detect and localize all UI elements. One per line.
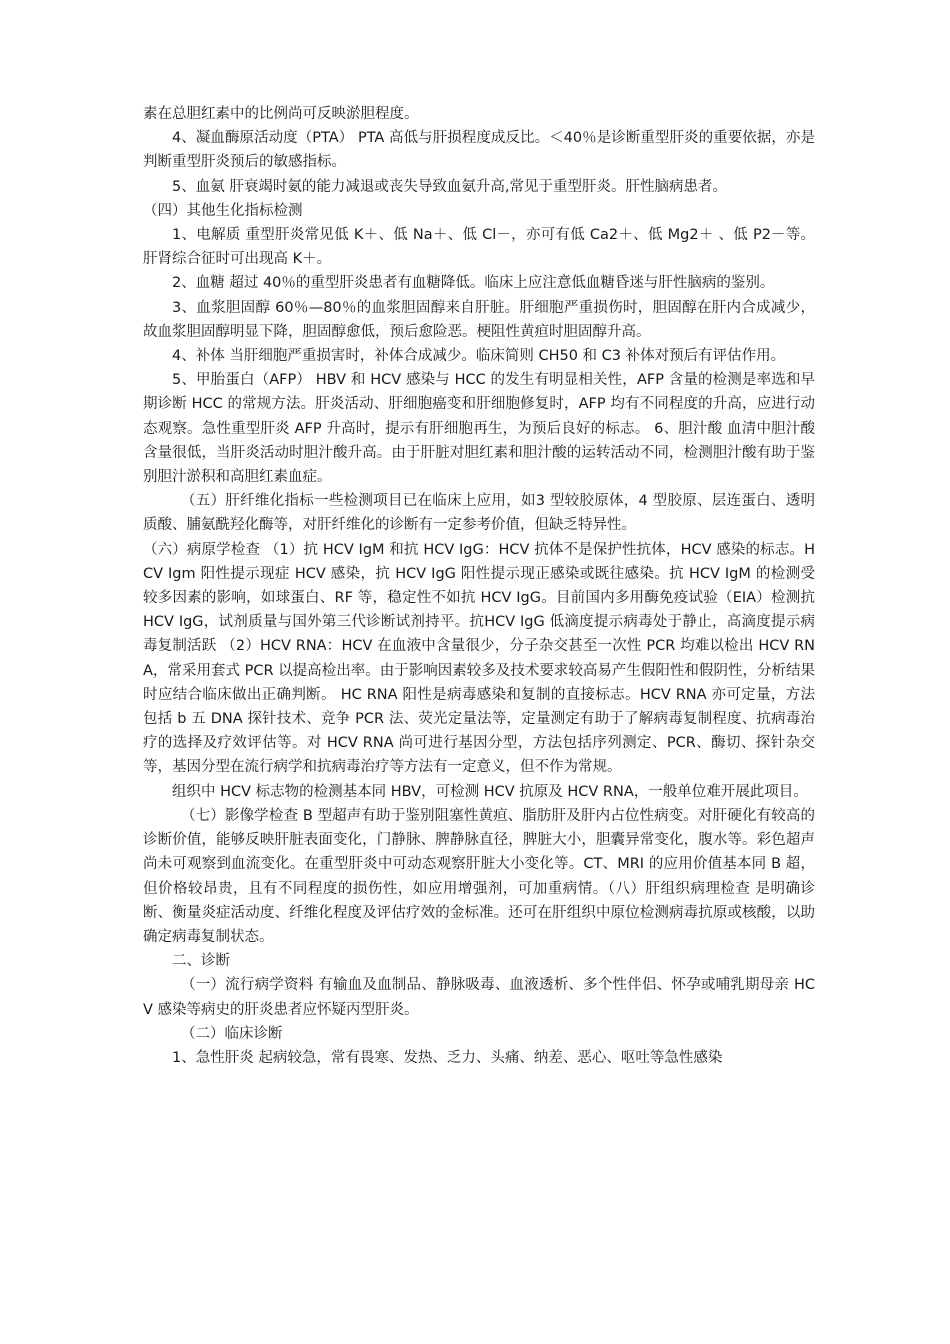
paragraph: 5、甲胎蛋白（AFP） HBV 和 HCV 感染与 HCC 的发生有明显相关性，AFP 含量的检测是率选和早期诊断 HCC 的常规方法。肝炎活动、肝细胞癌变和肝细胞修复时，AFP 均有不同程度的升高，应进行动态观察。急性重型肝炎 AFP 升高时，提示有肝细胞再生，为预后良好的标志。 6、胆汁酸 血清中胆汁酸含量很低，当肝炎活动时胆汁酸升高。由于肝脏对胆红素和胆汁酸的运转活动不同，检测胆汁酸有助于鉴别胆汁淤积和高胆红素血症。 — [143, 372, 815, 486]
document-page — [143, 102, 815, 1070]
paragraph: 2、血糖 超过 40％的重型肝炎患者有血糖降低。临床上应注意低血糖昏迷与肝性脑病的鉴别。 — [172, 275, 775, 292]
paragraph: （七）影像学检查 B 型超声有助于鉴别阻塞性黄疸、脂肪肝及肝内占位性病变。对肝硬化有较高的诊断价值，能够反映肝脏表面变化，门静脉、脾静脉直径，脾脏大小，胆囊异常变化，腹水等。彩色超声尚未可观察到血流变化。在重型肝炎中可动态观察肝脏大小变化等。CT、MRI 的应用价值基本同 B 超，但价格较昂贵，且有不同程度的损伤性，如应用增强剂，可加重病情。（八）肝组织病理检查 是明确诊断、衡量炎症活动度、纤维化程度及评估疗效的金标准。还可在肝组织中原位检测病毒抗原或核酸，以助确定病毒复制状态。 — [143, 807, 815, 945]
paragraph: 1、电解质 重型肝炎常见低 K＋、低 Na＋、低 Cl－，亦可有低 Ca2＋、低 Mg2＋ 、低 P2－等。肝肾综合征时可出现高 K＋。 — [143, 227, 815, 268]
paragraph: 组织中 HCV 标志物的检测基本同 HBV，可检测 HCV 抗原及 HCV RNA，一般单位难开展此项目。 — [172, 783, 808, 800]
paragraph: 素在总胆红素中的比例尚可反映淤胆程度。 — [143, 106, 419, 122]
paragraph: 1、急性肝炎 起病较急，常有畏寒、发热、乏力、头痛、纳差、恶心、呕吐等急性感染 — [172, 1049, 723, 1066]
paragraph: 二、诊断 — [172, 953, 230, 970]
paragraph: 3、血浆胆固醇 60％—80％的血浆胆固醇来自肝脏。肝细胞严重损伤时，胆固醇在肝内合成减少，故血浆胆固醇明显下降，胆固醇愈低，预后愈险恶。梗阻性黄疸时胆固醇升高。 — [143, 299, 815, 340]
paragraph: 4、补体 当肝细胞严重损害时，补体合成减少。临床简则 CH50 和 C3 补体对预后有评估作用。 — [172, 348, 786, 365]
paragraph: （二）临床诊断 — [181, 1025, 283, 1042]
paragraph: 5、血氨 肝衰竭时氨的能力减退或丧失导致血氨升高,常见于重型肝炎。肝性脑病患者。 — [172, 178, 727, 195]
paragraph: （六）病原学检查 （1）抗 HCV IgM 和抗 HCV IgG：HCV 抗体不是保护性抗体，HCV 感染的标志。HCV Igm 阳性提示现症 HCV 感染，抗 HCV IgG 阳性提示现正感染或既往感染。抗 HCV IgM 的检测受较多因素的影响，如球蛋白、RF 等，稳定性不如抗 HCV IgG。目前国内多用酶免疫试验（EIA）检测抗 HCV IgG，试剂质量与国外第三代诊断试剂持平。抗HCV IgG 低滴度提示病毒处于静止，高滴度提示病毒复制活跃 （2）HCV RNA：HCV 在血液中含量很少，分子杂交甚至一次性 PCR 均难以检出 HCV RNA，常采用套式 PCR 以提高检出率。由于影响因素较多及技术要求较高易产生假阳性和假阴性，分析结果时应结合临床做出正确判断。 HC RNA 阳性是病毒感染和复制的直接标志。HCV RNA 亦可定量，方法包括 b 五 DNA 探针技术、竞争 PCR 法、荧光定量法等，定量测定有助于了解病毒复制程度、抗病毒治疗的选择及疗效评估等。对 HCV RNA 尚可进行基因分型，方法包括序列测定、PCR、酶切、探针杂交等，基因分型在流行病学和抗病毒治疗等方法有一定意义，但不作为常规。 — [143, 541, 815, 776]
paragraph: （一）流行病学资料 有输血及血制品、静脉吸毒、血液透析、多个性伴侣、怀孕或哺乳期母亲 HCV 感染等病史的肝炎患者应怀疑丙型肝炎。 — [143, 977, 815, 1018]
paragraph: （四）其他生化指标检测 — [143, 202, 303, 219]
paragraph: （五）肝纤维化指标一些检测项目已在临床上应用，如3 型较胶原体，4 型胶原、层连蛋白、透明质酸、脯氨酰羟化酶等，对肝纤维化的诊断有一定参考价值，但缺乏特异性。 — [143, 493, 815, 534]
paragraph: 4、凝血酶原活动度（PTA） PTA 高低与肝损程度成反比。＜40％是诊断重型肝炎的重要依据，亦是判断重型肝炎预后的敏感指标。 — [143, 130, 815, 171]
